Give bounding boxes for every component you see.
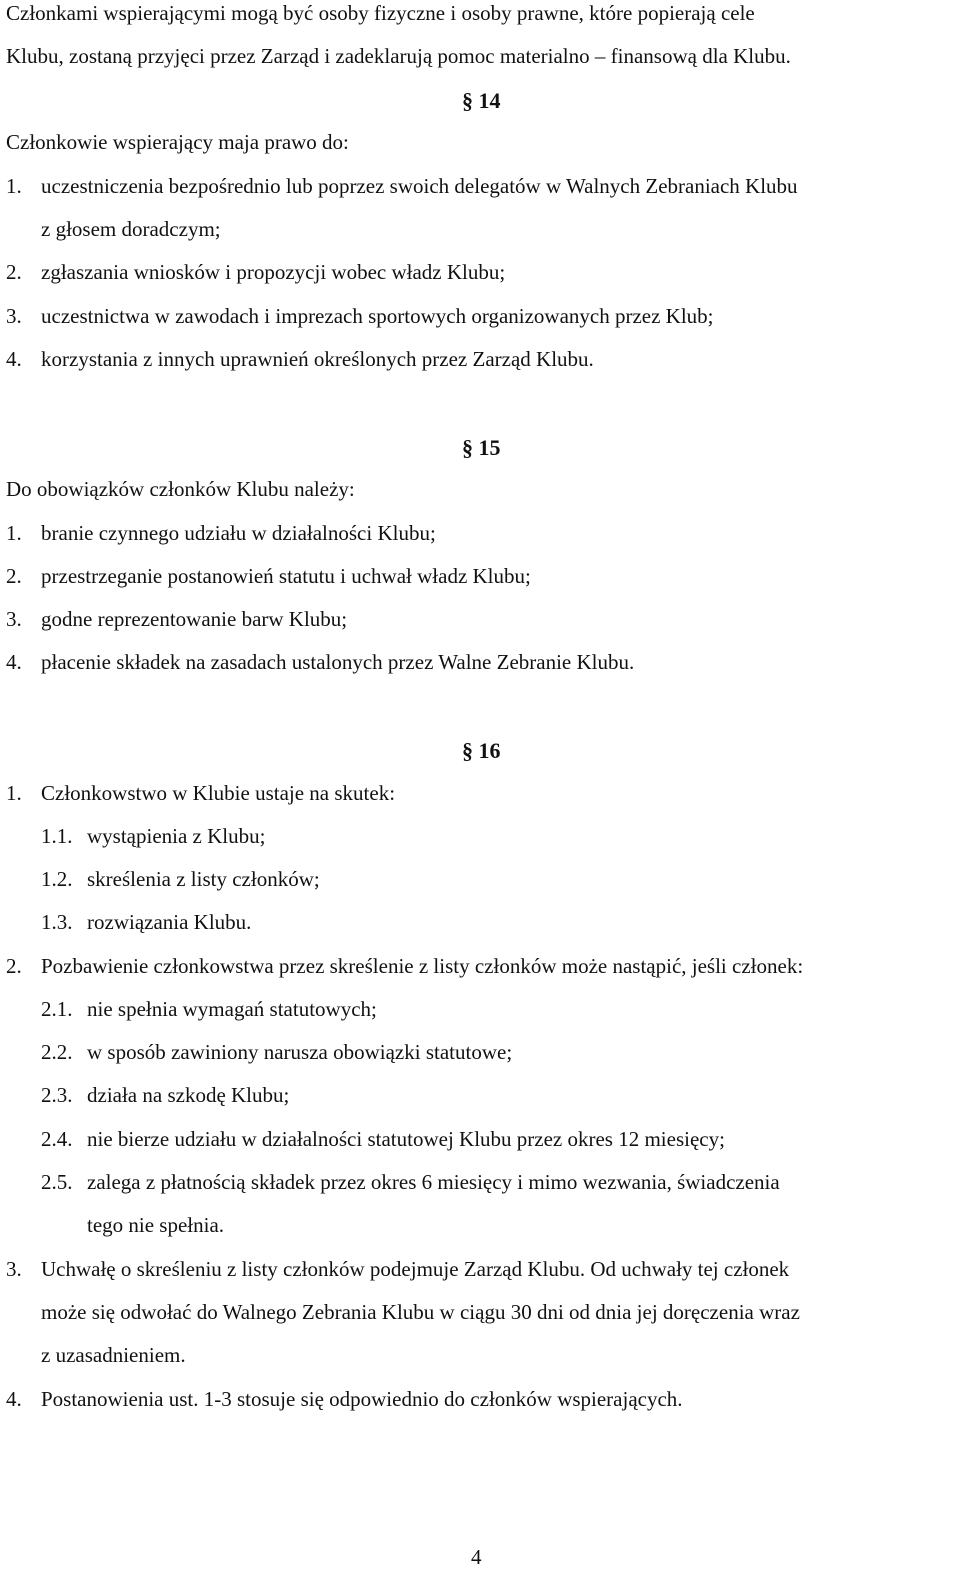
s16-sub-2-1-text: nie spełnia wymagań statutowych; — [87, 997, 377, 1021]
s15-item-2-number: 2. — [6, 564, 22, 588]
s14-item-3-number: 3. — [6, 304, 22, 328]
s14-lead: Członkowie wspierający maja prawo do: — [6, 130, 349, 154]
s16-item-2-text: Pozbawienie członkowstwa przez skreślenie z listy członków może nastąpić, jeśli członek: — [41, 954, 804, 978]
s15-item-2-text: przestrzeganie postanowień statutu i uchwał władz Klubu; — [41, 564, 531, 588]
s14-item-1-text: uczestniczenia bezpośrednio lub poprzez swoich delegatów w Walnych Zebraniach Klubu — [41, 174, 798, 198]
intro-line-1: Członkami wspierającymi mogą być osoby fizyczne i osoby prawne, które popierają cele — [6, 1, 755, 25]
s16-sub-2-3-number: 2.3. — [41, 1083, 73, 1107]
s15-item-1-text: branie czynnego udziału w działalności Klubu; — [41, 521, 436, 545]
s14-item-2-number: 2. — [6, 260, 22, 284]
s16-sub-1-1-number: 1.1. — [41, 824, 73, 848]
s16-sub-2-4-number: 2.4. — [41, 1127, 73, 1151]
s14-item-4-text: korzystania z innych uprawnień określonych przez Zarząd Klubu. — [41, 347, 594, 371]
s14-item-2-text: zgłaszania wniosków i propozycji wobec władz Klubu; — [41, 260, 506, 284]
s16-sub-2-4-text: nie bierze udziału w działalności statutowej Klubu przez okres 12 miesięcy; — [87, 1127, 725, 1151]
intro-line-2: Klubu, zostaną przyjęci przez Zarząd i zadeklarują pomoc materialno – finansową dla Klubu. — [6, 44, 791, 68]
s16-item-3-line-1: Uchwałę o skreśleniu z listy członków podejmuje Zarząd Klubu. Od uchwały tej członek — [41, 1257, 790, 1281]
s16-item-3-line-2: może się odwołać do Walnego Zebrania Klubu w ciągu 30 dni od dnia jej doręczenia wraz — [41, 1300, 800, 1324]
s16-sub-2-5-continuation: tego nie spełnia. — [87, 1213, 225, 1237]
s16-sub-2-3-text: działa na szkodę Klubu; — [87, 1083, 290, 1107]
s16-sub-2-5-text: zalega z płatnością składek przez okres 6 miesięcy i mimo wezwania, świadczenia — [87, 1170, 780, 1194]
s15-lead: Do obowiązków członków Klubu należy: — [6, 477, 355, 501]
s14-item-1-continuation: z głosem doradczym; — [41, 217, 221, 241]
section-heading-16: § 16 — [462, 738, 501, 763]
s15-item-3-text: godne reprezentowanie barw Klubu; — [41, 607, 348, 631]
s16-sub-2-2-number: 2.2. — [41, 1040, 73, 1064]
s16-sub-1-3-text: rozwiązania Klubu. — [87, 910, 252, 934]
s16-item-1-number: 1. — [6, 781, 22, 805]
section-heading-15: § 15 — [462, 435, 501, 460]
s16-item-2-number: 2. — [6, 954, 22, 978]
s16-sub-1-1-text: wystąpienia z Klubu; — [87, 824, 266, 848]
s14-item-4-number: 4. — [6, 347, 22, 371]
s16-item-4-number: 4. — [6, 1387, 22, 1411]
s16-item-3-line-3: z uzasadnieniem. — [41, 1343, 186, 1367]
s16-sub-1-2-number: 1.2. — [41, 867, 73, 891]
s16-item-1-text: Członkowstwo w Klubie ustaje na skutek: — [41, 781, 396, 805]
s15-item-4-text: płacenie składek na zasadach ustalonych przez Walne Zebranie Klubu. — [41, 650, 635, 674]
s16-sub-2-2-text: w sposób zawiniony narusza obowiązki statutowe; — [87, 1040, 513, 1064]
s14-item-3-text: uczestnictwa w zawodach i imprezach sportowych organizowanych przez Klub; — [41, 304, 714, 328]
s16-sub-2-1-number: 2.1. — [41, 997, 73, 1021]
s16-item-4-text: Postanowienia ust. 1-3 stosuje się odpowiednio do członków wspierających. — [41, 1387, 683, 1411]
s16-sub-1-2-text: skreślenia z listy członków; — [87, 867, 320, 891]
section-heading-14: § 14 — [462, 88, 501, 113]
s15-item-1-number: 1. — [6, 521, 22, 545]
s14-item-1-number: 1. — [6, 174, 22, 198]
page-number: 4 — [471, 1545, 482, 1569]
s16-sub-1-3-number: 1.3. — [41, 910, 73, 934]
s16-sub-2-5-number: 2.5. — [41, 1170, 73, 1194]
s16-item-3-number: 3. — [6, 1257, 22, 1281]
s15-item-3-number: 3. — [6, 607, 22, 631]
s15-item-4-number: 4. — [6, 650, 22, 674]
